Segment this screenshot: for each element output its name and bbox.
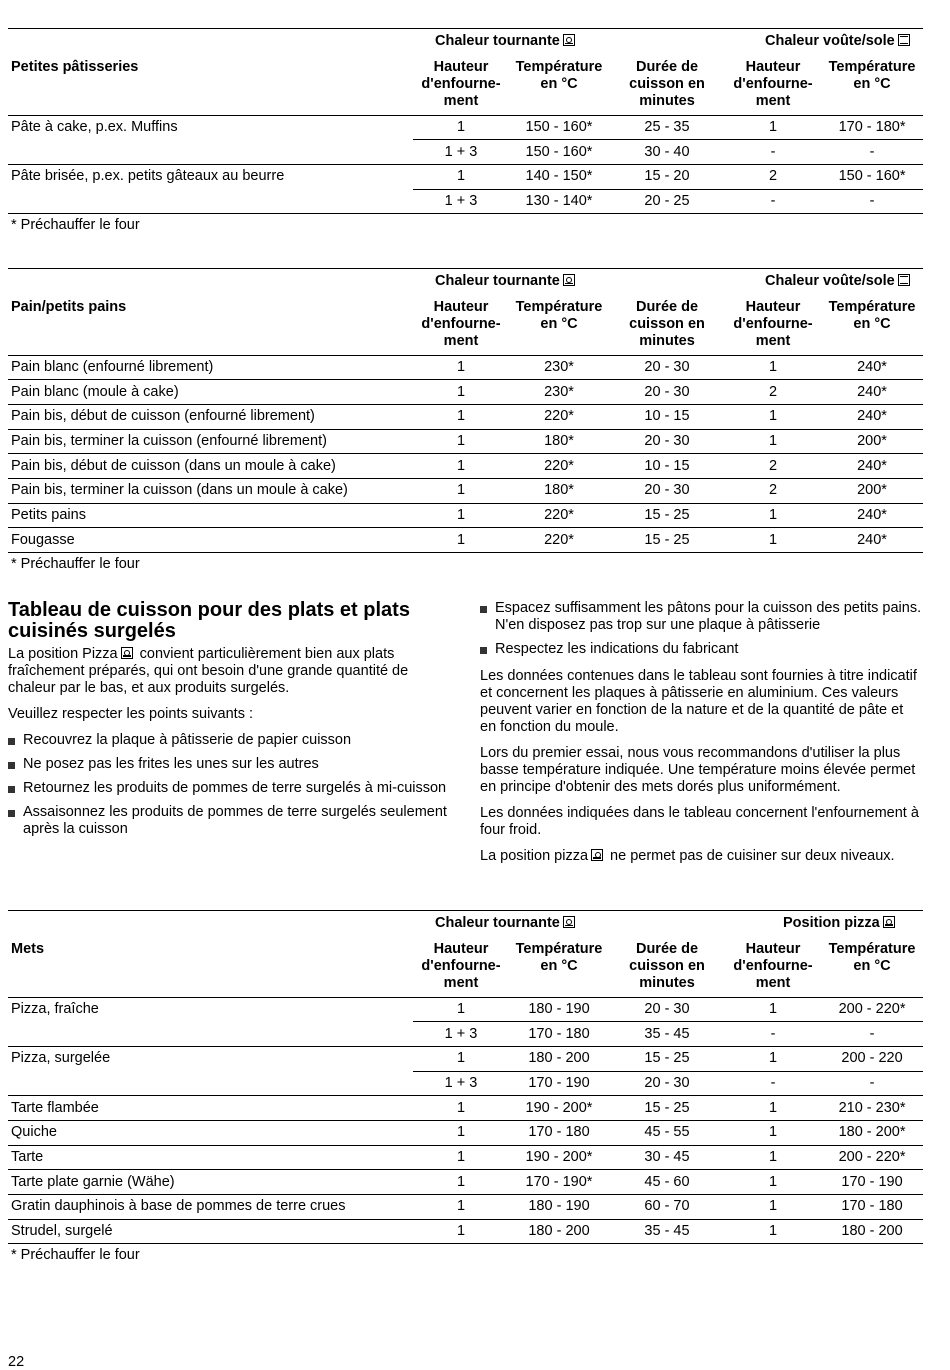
cell: 45 - 60 [609, 1170, 725, 1195]
row-name: Pain blanc (enfourné librement) [8, 355, 413, 380]
cell: 30 - 45 [609, 1145, 725, 1170]
cell: 15 - 25 [609, 528, 725, 553]
group-header-convection: Chaleur tournante [413, 269, 725, 295]
table-row [8, 355, 923, 380]
column-header: Température en °C [509, 937, 609, 998]
cell: 190 - 200* [509, 1145, 609, 1170]
column-header: Hauteur d'enfourne-ment [413, 55, 509, 116]
cell: 180 - 190 [509, 1195, 609, 1220]
column-header: Température en °C [821, 295, 923, 356]
row-name: Pâte à cake, p.ex. Muffins [11, 119, 178, 136]
table-row [8, 1046, 923, 1071]
cell: 20 - 30 [609, 380, 725, 405]
cell: 220* [509, 503, 609, 528]
table-row [8, 503, 923, 528]
row-name [8, 1071, 413, 1096]
table-row [8, 1022, 923, 1047]
row-name: Tarte flambée [8, 1096, 413, 1121]
cell: 30 - 40 [609, 140, 725, 165]
cell: 190 - 200* [509, 1096, 609, 1121]
cell: 200 - 220* [821, 997, 923, 1022]
cell: 20 - 30 [609, 1071, 725, 1096]
column-header: Durée de cuisson en minutes [609, 295, 725, 356]
cell: 240* [821, 454, 923, 479]
column-header: Durée de cuisson en minutes [609, 55, 725, 116]
cell: 1 [413, 115, 509, 140]
table-row [8, 528, 923, 553]
cell: 1 + 3 [413, 189, 509, 214]
row-name: Pain bis, terminer la cuisson (enfourné librement) [8, 429, 413, 454]
cell: 200* [821, 478, 923, 503]
cell: - [725, 1022, 821, 1047]
cell: 15 - 25 [609, 1046, 725, 1071]
cell: 230* [509, 380, 609, 405]
row-name: Pâte brisée, p.ex. petits gâteaux au beurre [11, 168, 285, 185]
cell: 1 [725, 1195, 821, 1220]
column-header: Hauteur d'enfourne-ment [725, 55, 821, 116]
cell: 1 [725, 1170, 821, 1195]
section-left-column [8, 600, 450, 845]
cell: 210 - 230* [821, 1096, 923, 1121]
cell: 1 [413, 1145, 509, 1170]
row-name: Fougasse [8, 528, 413, 553]
bullet-list [8, 732, 450, 838]
list-item: Espacez suffisamment les pâtons pour la cuisson des petits pains. N'en disposez pas trop sur une plaque à pâtisserie [480, 600, 922, 634]
cell: - [821, 140, 923, 165]
cell: 1 [725, 115, 821, 140]
table-row [8, 164, 923, 189]
table-mets [8, 910, 923, 1244]
cell: 200 - 220* [821, 1145, 923, 1170]
cell: 240* [821, 380, 923, 405]
row-name [8, 140, 413, 165]
column-header: Température en °C [821, 937, 923, 998]
cell: 20 - 30 [609, 997, 725, 1022]
cell: 15 - 25 [609, 503, 725, 528]
cell: 1 [725, 404, 821, 429]
column-header: Température en °C [821, 55, 923, 116]
row-name: Pizza, fraîche [11, 1001, 99, 1018]
cell: 20 - 30 [609, 355, 725, 380]
row-name: Pain bis, terminer la cuisson (dans un moule à cake) [8, 478, 413, 503]
table-row [8, 1195, 923, 1220]
cell: 1 [413, 429, 509, 454]
cell: 15 - 25 [609, 1096, 725, 1121]
row-name [8, 1022, 413, 1047]
cell: 45 - 55 [609, 1120, 725, 1145]
cell: 1 [725, 1145, 821, 1170]
pizza-setting-icon [883, 916, 895, 928]
group-header-top-bottom: Chaleur voûte/sole [725, 269, 923, 295]
cell: 1 [725, 528, 821, 553]
cell: 150 - 160* [821, 164, 923, 189]
cell: 2 [725, 478, 821, 503]
table-row [8, 478, 923, 503]
cell: 1 [413, 1096, 509, 1121]
cell: 1 [413, 164, 509, 189]
cell: - [725, 189, 821, 214]
paragraph: Lors du premier essai, nous vous recommandons d'utiliser la plus basse température indiquée. Une température moins élevée permet en principe d'obtenir des mets dorés plus uniformément. [480, 745, 916, 795]
column-header: Hauteur d'enfourne-ment [413, 937, 509, 998]
footnote-preheat: * Préchauffer le four [11, 217, 140, 233]
table-row [8, 429, 923, 454]
cell: 20 - 30 [609, 478, 725, 503]
cell: 1 [413, 997, 509, 1022]
paragraph: Les données contenues dans le tableau sont fournies à titre indicatif et concernent les plaques à pâtisserie en aluminium. Ces valeurs peuvent varier en fonction de la nature et de la quantité de pâte et en fonction du moule. [480, 668, 917, 735]
cell: 1 [725, 1219, 821, 1244]
cell: 1 [725, 997, 821, 1022]
cell: 1 [725, 1046, 821, 1071]
section-title: Tableau de cuisson pour des plats et plats cuisinés surgelés [8, 599, 410, 642]
convection-fan-icon [563, 34, 575, 46]
cell: 2 [725, 380, 821, 405]
table-row [8, 115, 923, 140]
list-item: Assaisonnez les produits de pommes de terre surgelés seulement après la cuisson [8, 804, 450, 838]
cell: - [821, 1071, 923, 1096]
group-header-pizza: Position pizza [725, 911, 923, 937]
list-item: Respectez les indications du fabricant [480, 641, 922, 658]
cell: - [725, 1071, 821, 1096]
cell: 170 - 180 [821, 1195, 923, 1220]
table-row [8, 140, 923, 165]
cell: 1 [725, 1120, 821, 1145]
cell: 35 - 45 [609, 1219, 725, 1244]
cell: 170 - 180 [509, 1022, 609, 1047]
table-row [8, 1170, 923, 1195]
group-header-convection: Chaleur tournante [413, 911, 725, 937]
table-row [8, 380, 923, 405]
cell: 1 [413, 1195, 509, 1220]
cell: 230* [509, 355, 609, 380]
cell: 1 [413, 478, 509, 503]
cell: 1 [725, 1096, 821, 1121]
convection-fan-icon [563, 274, 575, 286]
cell: 1 + 3 [413, 1022, 509, 1047]
cell: 1 [413, 454, 509, 479]
column-header: Hauteur d'enfourne-ment [413, 295, 509, 356]
cell: 1 [413, 1120, 509, 1145]
cell: 1 [413, 404, 509, 429]
cell: 180 - 190 [509, 997, 609, 1022]
cell: 35 - 45 [609, 1022, 725, 1047]
footnote-preheat: * Préchauffer le four [11, 1247, 140, 1263]
list-item: Recouvrez la plaque à pâtisserie de papier cuisson [8, 732, 450, 749]
page-number: 22 [8, 1354, 25, 1370]
cell: 200* [821, 429, 923, 454]
cell: 240* [821, 404, 923, 429]
cell: 1 [413, 355, 509, 380]
cell: 180 - 200* [821, 1120, 923, 1145]
table-petites-patisseries [8, 28, 923, 214]
section-right-column [480, 600, 922, 874]
footnote-preheat: * Préchauffer le four [11, 556, 140, 572]
row-name: Tarte [8, 1145, 413, 1170]
cell: 2 [725, 454, 821, 479]
cell: 1 [725, 429, 821, 454]
top-bottom-heat-icon [898, 34, 910, 46]
cell: 2 [725, 164, 821, 189]
table-pain [8, 268, 923, 553]
row-name: Quiche [8, 1120, 413, 1145]
cell: 10 - 15 [609, 404, 725, 429]
table-row [8, 1071, 923, 1096]
list-item: Retournez les produits de pommes de terre surgelés à mi-cuisson [8, 780, 450, 797]
row-name: Pain bis, début de cuisson (enfourné librement) [8, 404, 413, 429]
cell: 180 - 200 [821, 1219, 923, 1244]
pizza-setting-icon [591, 849, 603, 861]
cell: 180 - 200 [509, 1046, 609, 1071]
row-name: Strudel, surgelé [8, 1219, 413, 1244]
cell: 150 - 160* [509, 140, 609, 165]
list-item: Ne posez pas les frites les unes sur les autres [8, 756, 450, 773]
row-name [8, 189, 413, 214]
column-header: Température en °C [509, 295, 609, 356]
cell: 1 [725, 503, 821, 528]
cell: 220* [509, 528, 609, 553]
cell: 1 + 3 [413, 1071, 509, 1096]
cell: 20 - 25 [609, 189, 725, 214]
cell: 180 - 200 [509, 1219, 609, 1244]
cell: 180* [509, 429, 609, 454]
cell: 60 - 70 [609, 1195, 725, 1220]
row-name: Petits pains [8, 503, 413, 528]
lead-paragraph: Veuillez respecter les points suivants : [8, 706, 254, 722]
cell: 1 [413, 503, 509, 528]
cell: 240* [821, 528, 923, 553]
table-row [8, 454, 923, 479]
cell: 1 [413, 1219, 509, 1244]
table-row [8, 997, 923, 1022]
cell: 170 - 190* [509, 1170, 609, 1195]
row-name: Gratin dauphinois à base de pommes de terre crues [8, 1195, 413, 1220]
cell: 1 + 3 [413, 140, 509, 165]
cell: 20 - 30 [609, 429, 725, 454]
row-name: Pain blanc (moule à cake) [8, 380, 413, 405]
table-row [8, 1120, 923, 1145]
top-bottom-heat-icon [898, 274, 910, 286]
intro-paragraph: La position Pizza convient particulièrement bien aux plats fraîchement préparés, qui ont besoin d'une grande quantité de chaleur par le bas, et aux produits surgelés. [8, 646, 409, 696]
row-name: Pizza, surgelée [11, 1050, 111, 1067]
column-header: Température en °C [509, 55, 609, 116]
cell: 1 [413, 380, 509, 405]
pizza-setting-icon [121, 647, 133, 659]
cell: 170 - 180 [509, 1120, 609, 1145]
table-row [8, 189, 923, 214]
table-row [8, 1096, 923, 1121]
cell: 1 [413, 528, 509, 553]
paragraph: Les données indiquées dans le tableau concernent l'enfournement à four froid. [480, 805, 919, 838]
group-header-top-bottom: Chaleur voûte/sole [725, 29, 923, 55]
group-header-convection: Chaleur tournante [413, 29, 725, 55]
cell: 240* [821, 355, 923, 380]
column-header: Hauteur d'enfourne-ment [725, 937, 821, 998]
cell: 170 - 180* [821, 115, 923, 140]
cell: 200 - 220 [821, 1046, 923, 1071]
category-header: Mets [8, 937, 413, 998]
cell: 15 - 20 [609, 164, 725, 189]
cell: 240* [821, 503, 923, 528]
cell: 170 - 190 [509, 1071, 609, 1096]
cell: 220* [509, 454, 609, 479]
cell: 130 - 140* [509, 189, 609, 214]
cell: - [821, 189, 923, 214]
cell: 220* [509, 404, 609, 429]
cell: - [725, 140, 821, 165]
cell: - [821, 1022, 923, 1047]
cell: 140 - 150* [509, 164, 609, 189]
row-name: Pain bis, début de cuisson (dans un moule à cake) [8, 454, 413, 479]
cell: 10 - 15 [609, 454, 725, 479]
cell: 150 - 160* [509, 115, 609, 140]
cell: 25 - 35 [609, 115, 725, 140]
column-header: Durée de cuisson en minutes [609, 937, 725, 998]
cell: 170 - 190 [821, 1170, 923, 1195]
row-name: Tarte plate garnie (Wähe) [8, 1170, 413, 1195]
cell: 1 [413, 1170, 509, 1195]
convection-fan-icon [563, 916, 575, 928]
cell: 1 [413, 1046, 509, 1071]
table-row [8, 1219, 923, 1244]
table-row [8, 404, 923, 429]
paragraph: La position pizza ne permet pas de cuisiner sur deux niveaux. [480, 848, 895, 864]
cell: 1 [725, 355, 821, 380]
column-header: Hauteur d'enfourne-ment [725, 295, 821, 356]
category-header: Pain/petits pains [8, 295, 413, 356]
table-row [8, 1145, 923, 1170]
bullet-list [480, 600, 922, 658]
category-header: Petites pâtisseries [8, 55, 413, 116]
cell: 180* [509, 478, 609, 503]
